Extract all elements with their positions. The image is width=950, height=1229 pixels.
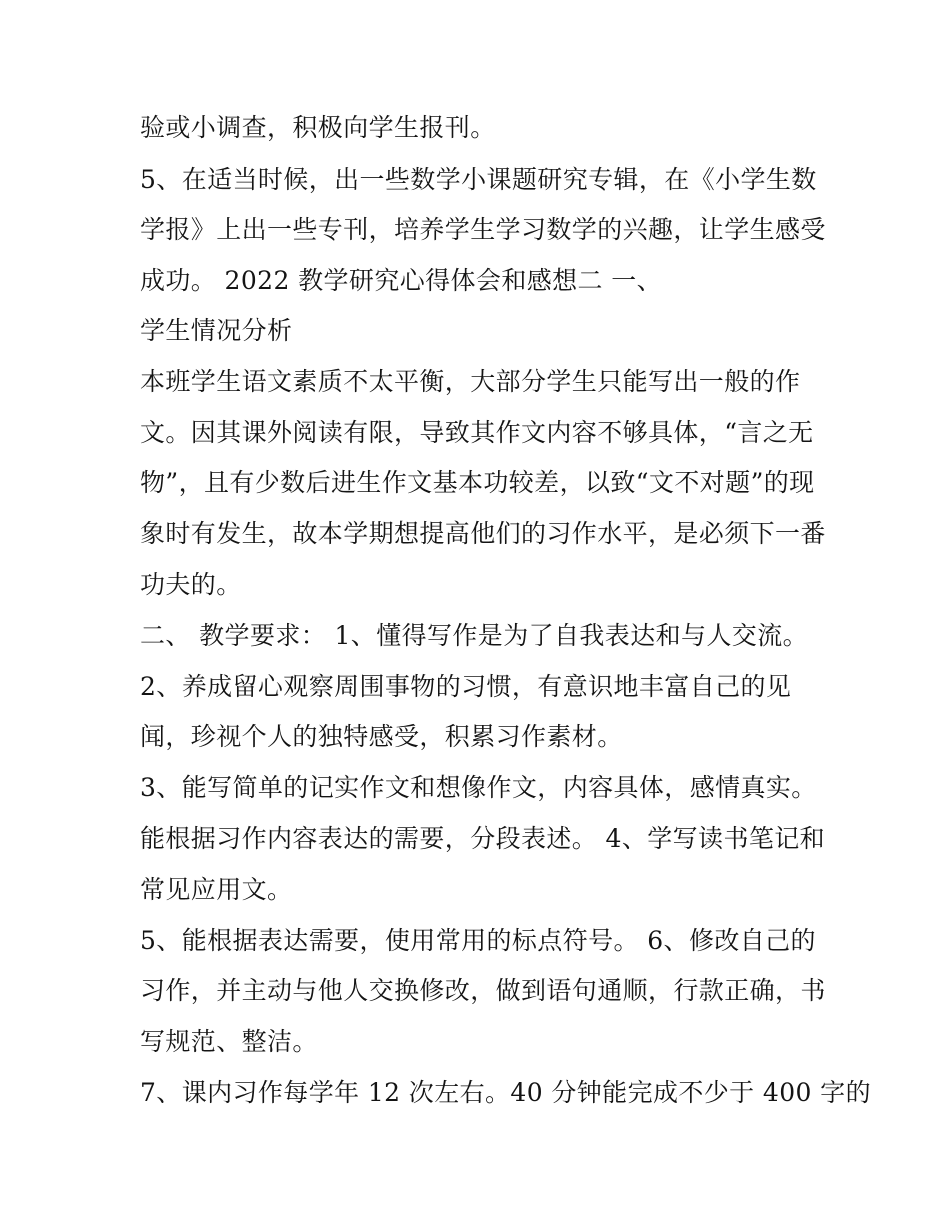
- text-line: 学报》上出一些专刊，培养学生学习数学的兴趣，让学生感受: [140, 215, 826, 244]
- text-line: 5、在适当时候，出一些数学小课题研究专辑，在《小学生数: [140, 165, 817, 194]
- text-line: 二、 教学要求： 1、懂得写作是为了自我表达和与人交流。: [140, 621, 809, 650]
- text-line: 文。因其课外阅读有限，导致其作文内容不够具体，“言之无: [140, 418, 814, 447]
- text-line: 常见应用文。: [140, 875, 293, 904]
- text-line: 闻，珍视个人的独特感受，积累习作素材。: [140, 722, 623, 751]
- text-line: 7、课内习作每学年 12 次左右。40 分钟能完成不少于 400 字的: [140, 1078, 871, 1107]
- text-line: 3、能写简单的记实作文和想像作文，内容具体，感情真实。: [140, 773, 817, 802]
- text-line: 验或小调查，积极向学生报刊。: [140, 113, 496, 142]
- text-line: 象时有发生，故本学期想提高他们的习作水平，是必须下一番: [140, 519, 826, 548]
- text-line: 5、能根据表达需要，使用常用的标点符号。 6、修改自己的: [140, 926, 816, 955]
- text-line: 能根据习作内容表达的需要，分段表述。 4、学写读书笔记和: [140, 824, 826, 853]
- text-line: 功夫的。: [140, 570, 242, 599]
- text-line: 习作，并主动与他人交换修改，做到语句通顺，行款正确，书: [140, 976, 826, 1005]
- text-line: 学生情况分析: [140, 316, 293, 345]
- text-line: 本班学生语文素质不太平衡，大部分学生只能写出一般的作: [140, 367, 801, 396]
- text-line: 写规范、整洁。: [140, 1027, 318, 1056]
- text-line: 2、养成留心观察周围事物的习惯，有意识地丰富自己的见: [140, 672, 792, 701]
- text-line: 成功。 2022 教学研究心得体会和感想二 一、: [140, 266, 663, 295]
- text-line: 物”，且有少数后进生作文基本功较差，以致“文不对题”的现: [140, 468, 815, 497]
